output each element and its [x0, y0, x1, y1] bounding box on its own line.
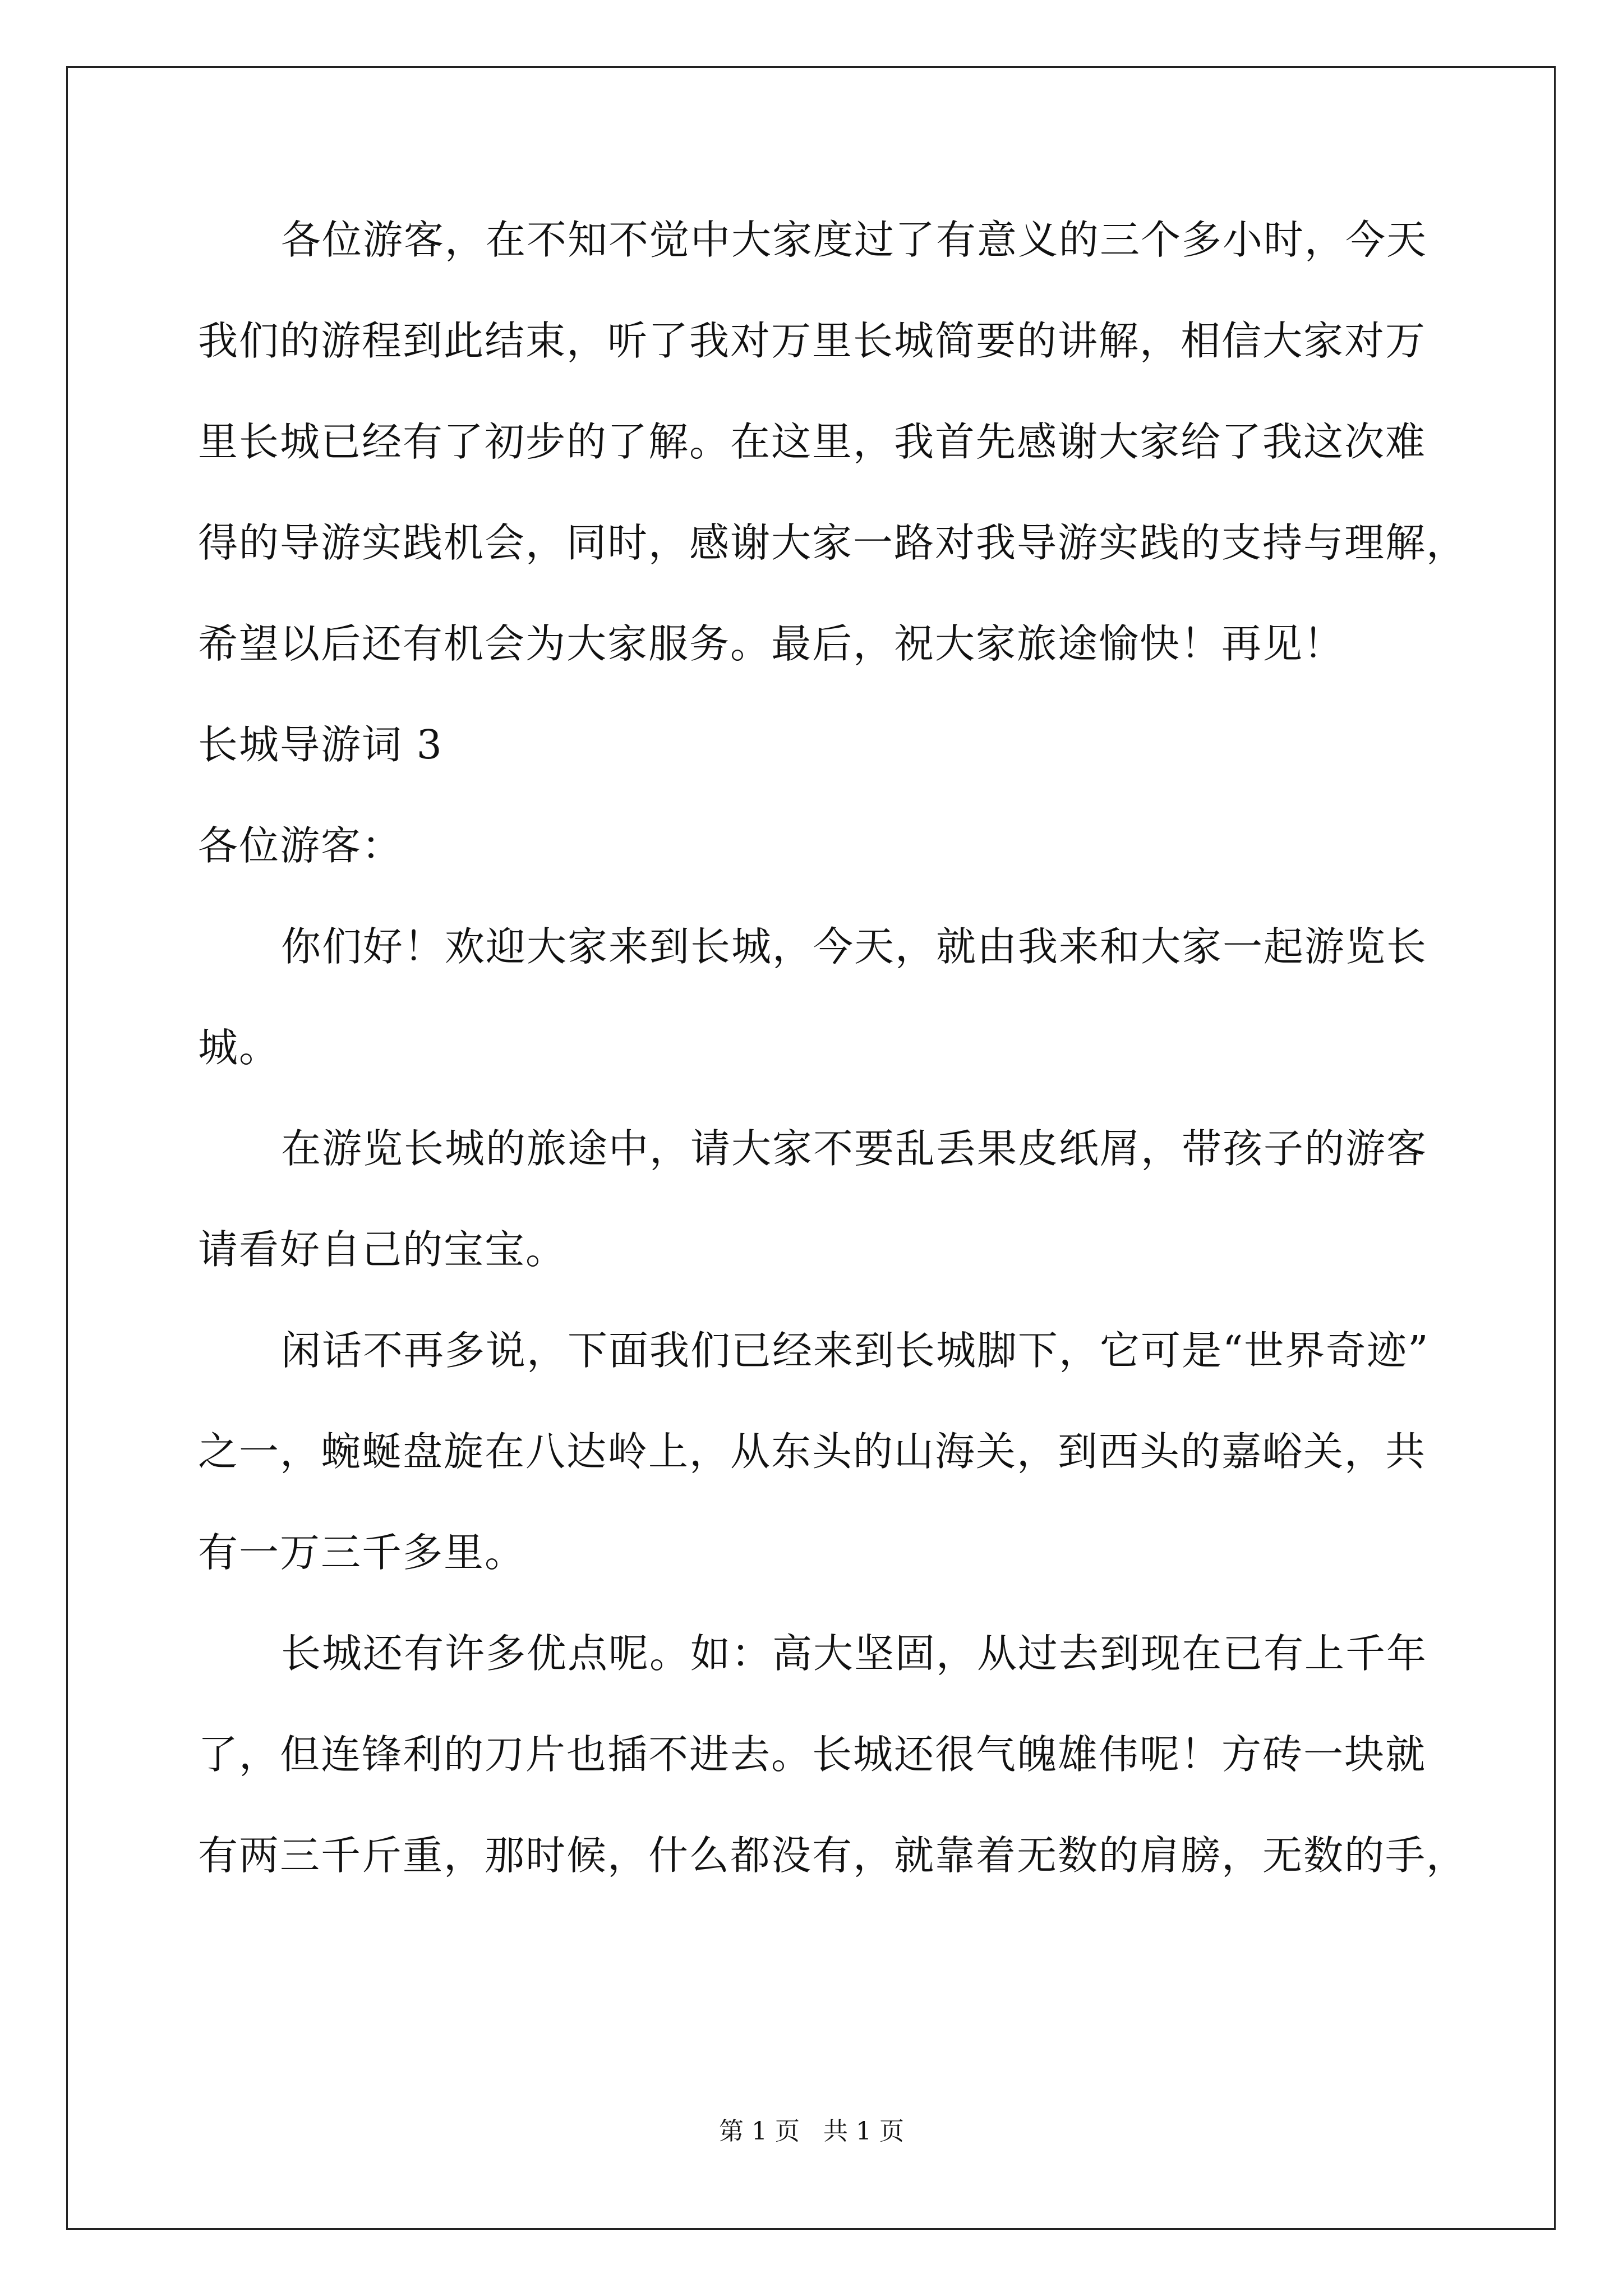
paragraph-line: 闲话不再多说，下面我们已经来到长城脚下，它可是“世界奇迹” [281, 1327, 1430, 1374]
paragraph-line: 我们的游程到此结束，听了我对万里长城简要的讲解，相信大家对万 [198, 318, 1427, 364]
paragraph-line: 在游览长城的旅途中，请大家不要乱丢果皮纸屑，带孩子的游客 [281, 1125, 1428, 1172]
paragraph-line: 有两三千斤重，那时候，什么都没有，就靠着无数的肩膀，无数的手， [198, 1832, 1468, 1879]
page-footer: 第 1 页 共 1 页 [719, 2117, 904, 2146]
paragraph-line: 有一万三千多里。 [198, 1529, 526, 1576]
paragraph-line: 你们好！欢迎大家来到长城，今天，就由我来和大家一起游览长 [281, 923, 1428, 970]
paragraph-line: 里长城已经有了初步的了解。在这里，我首先感谢大家给了我这次难 [198, 418, 1427, 465]
paragraph-line: 希望以后还有机会为大家服务。最后，祝大家旅途愉快！再见！ [198, 620, 1345, 667]
paragraph-line: 城。 [198, 1024, 280, 1071]
paragraph-line: 各位游客，在不知不觉中大家度过了有意义的三个多小时，今天 [281, 217, 1428, 263]
paragraph-line: 请看好自己的宝宝。 [198, 1226, 567, 1273]
paragraph-line: 得的导游实践机会，同时，感谢大家一路对我导游实践的支持与理解， [198, 519, 1468, 566]
paragraph-line: 长城还有许多优点呢。如：高大坚固，从过去到现在已有上千年 [281, 1630, 1428, 1677]
paragraph-line: 之一，蜿蜒盘旋在八达岭上，从东头的山海关，到西头的嘉峪关，共 [198, 1428, 1427, 1475]
section-heading: 长城导游词 3 [198, 721, 443, 768]
paragraph-line: 了，但连锋利的刀片也插不进去。长城还很气魄雄伟呢！方砖一块就 [198, 1731, 1427, 1778]
salutation: 各位游客： [198, 822, 403, 869]
